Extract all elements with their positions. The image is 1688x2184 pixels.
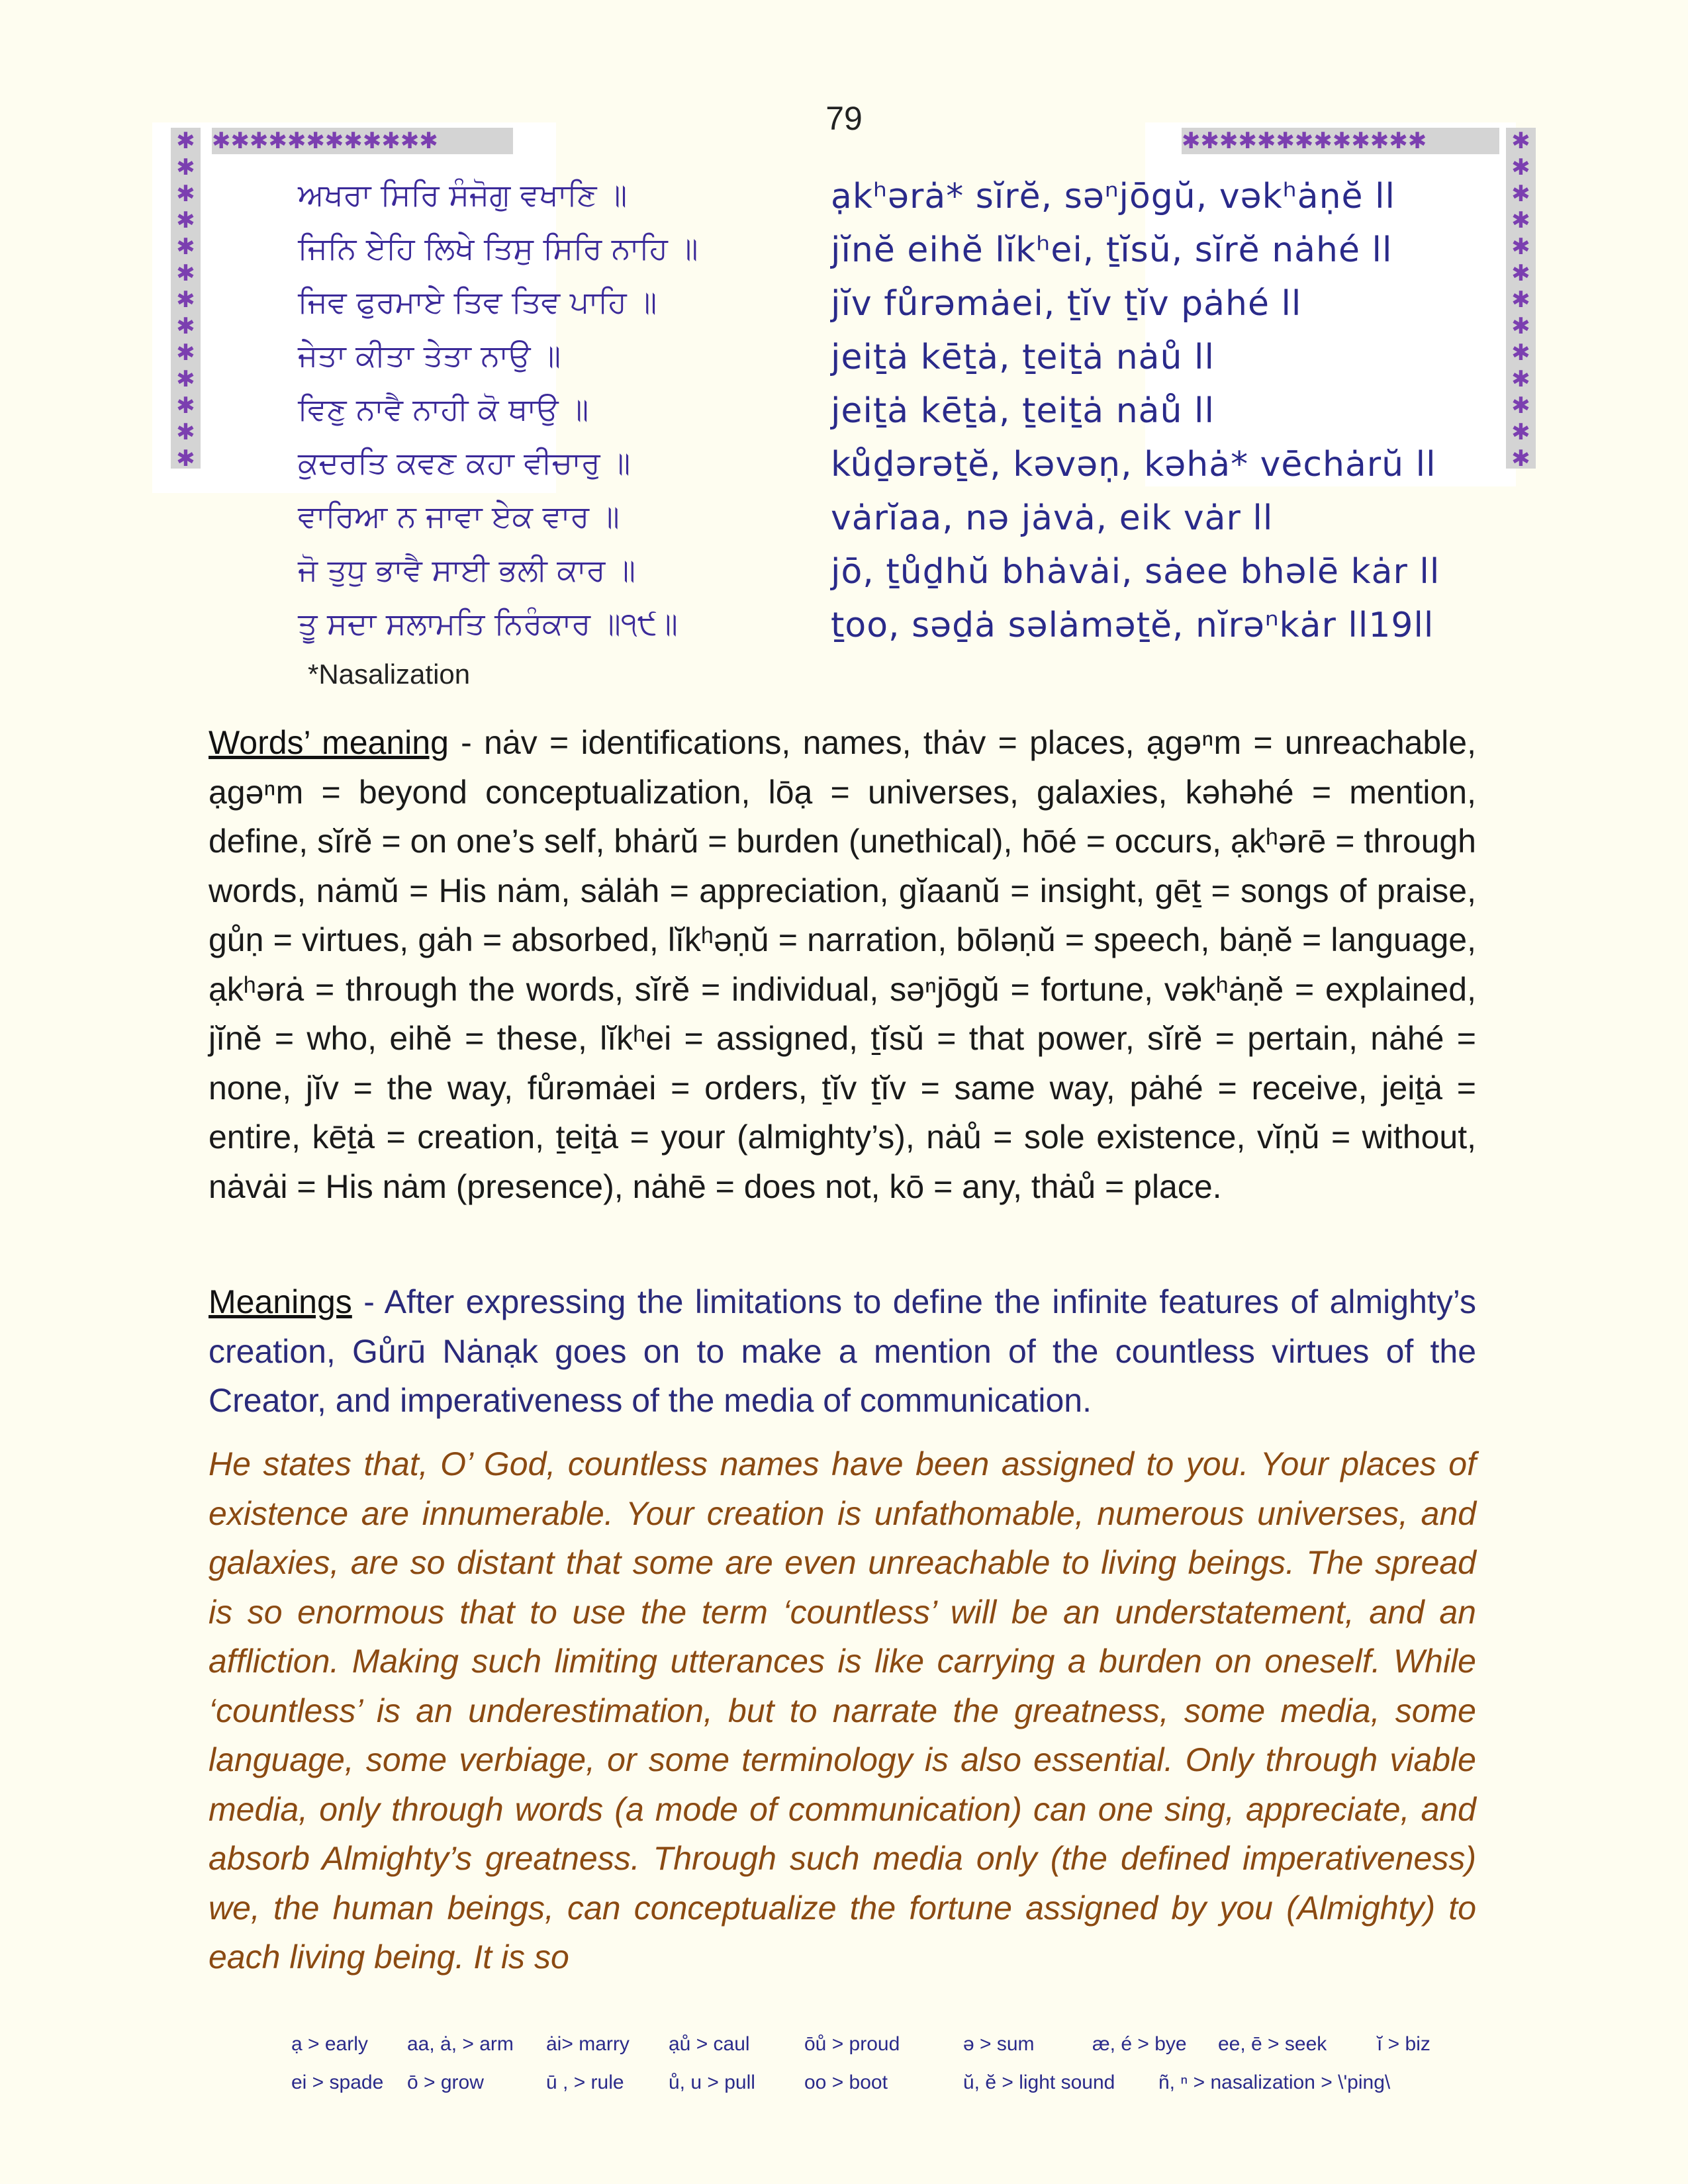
verse-transliteration: jĭv fůrəmȧei, ṯĭv ṯĭv pȧhé ll (831, 284, 1302, 324)
legend-item: aa, ȧ, > arm (407, 2033, 514, 2055)
legend-item: oo > boot (804, 2071, 888, 2093)
verse-row (0, 552, 1688, 605)
meanings-heading: Meanings (209, 1283, 352, 1320)
legend-item: ñ, ⁿ > nasalization > \'ping\ (1158, 2071, 1391, 2093)
verse-gurmukhi: ਜਿਨਿ ਏਹਿ ਲਿਖੇ ਤਿਸੁ ਸਿਰਿ ਨਾਹਿ ॥ (298, 230, 698, 266)
verse-gurmukhi: ਅਖਰਾ ਸਿਰਿ ਸੰਜੋਗੁ ਵਖਾਣਿ ॥ (298, 177, 628, 212)
legend-item: ə > sum (963, 2033, 1035, 2055)
verse-transliteration: kůḏərəṯĕ, kəvəṇ, kəhȧ* vēchȧrŭ ll (831, 445, 1436, 484)
verse-gurmukhi: ਕੁਦਰਤਿ ਕਵਣ ਕਹਾ ਵੀਚਾਰੁ ॥ (298, 445, 631, 480)
verse-transliteration: vȧrĭaa, nə jȧvȧ, eik vȧr ll (831, 498, 1274, 538)
legend-item: ōů > proud (804, 2033, 900, 2055)
verse-transliteration: ạkʰərȧ* sĭrĕ, səⁿjōgŭ, vəkʰȧṇĕ ll (831, 177, 1395, 216)
verse-row (0, 230, 1688, 283)
verse-gurmukhi: ਵਾਰਿਆ ਨ ਜਾਵਾ ਏਕ ਵਾਰ ॥ (298, 498, 620, 534)
verse-gurmukhi: ਜੇਤਾ ਕੀਤਾ ਤੇਤਾ ਨਾਉ ॥ (298, 338, 561, 373)
verse-row (0, 445, 1688, 498)
legend-item: ĭ > biz (1377, 2033, 1430, 2055)
words-meaning-paragraph (209, 718, 1476, 1211)
verse-transliteration: ṯoo, səḏȧ səlȧməṯĕ, nĭrəⁿkȧr ll19ll (831, 606, 1434, 645)
verse-row (0, 498, 1688, 551)
page-number: 79 (825, 100, 863, 137)
legend-item: ȧi> marry (546, 2033, 630, 2055)
nasalization-note: *Nasalization (308, 659, 471, 690)
legend-item: ạ > early (291, 2033, 368, 2055)
verse-gurmukhi: ਤੂ ਸਦਾ ਸਲਾਮਤਿ ਨਿਰੰਕਾਰ ॥੧੯॥ (298, 606, 678, 641)
commentary-paragraph: He states that, O’ God, countless names have been assigned to you. Your places of existence are innumerable. Your creation is unfathomable, numerous universes, and galaxies, are so distant that some are even unreachable to living beings. The spread is so enormous that to use the term ‘countless’ will be an understatement, and an affliction. Making such limiting utterances is like carrying a burden on oneself. While ‘countless’ is an underestimation, but to narrate the greatness, some media, some language, some verbiage, or some terminology is also essential. Only through viable media, only through words (a mode of communication) can one sing, appreciate, and absorb Almighty’s greatness. Through such media only (the defined imperativeness) we, the human beings, can conceptualize the fortune assigned by you (Almighty) to each living being. It is so (209, 1445, 1476, 1976)
right-border: ✱✱✱✱✱✱✱✱✱✱✱✱✱ (1506, 128, 1536, 469)
verse-row (0, 338, 1688, 390)
meanings-paragraph (209, 1277, 1476, 1426)
legend-item: ū , > rule (546, 2071, 624, 2093)
verse-gurmukhi: ਜੋ ਤੁਧੁ ਭਾਵੈ ਸਾਈ ਭਲੀ ਕਾਰ ॥ (298, 552, 636, 588)
legend-item: ů, u > pull (669, 2071, 755, 2093)
verse-transliteration: jō, ṯůḏhŭ bhȧvȧi, sȧee bhəlē kȧr ll (831, 552, 1440, 592)
verse-gurmukhi: ਜਿਵ ਫੁਰਮਾਏ ਤਿਵ ਤਿਵ ਪਾਹਿ ॥ (298, 284, 657, 320)
verse-row (0, 177, 1688, 230)
left-border: ✱✱✱✱✱✱✱✱✱✱✱✱✱ (171, 128, 201, 469)
legend-item: ei > spade (291, 2071, 384, 2093)
legend-item: ạů > caul (669, 2033, 750, 2055)
top-left-border: ✱✱✱✱✱✱✱✱✱✱✱✱ (212, 128, 513, 154)
verse-gurmukhi: ਵਿਣੁ ਨਾਵੈ ਨਾਹੀ ਕੋ ਥਾਉ ॥ (298, 391, 589, 427)
legend-item: ŭ, ĕ > light sound (963, 2071, 1115, 2093)
meanings-text: - After expressing the limitations to define the infinite features of almighty’s creation, Gůrū Nȧnạk goes on to make a mention of the countless virtues of the Creator, and imperativeness of the media of communication. (209, 1283, 1476, 1419)
verse-transliteration: jeiṯȧ kēṯȧ, ṯeiṯȧ nȧů ll (831, 391, 1215, 431)
words-meaning-text: - nȧv = identifications, names, thȧv = places, ạgəⁿm = unreachable, ạgəⁿm = beyond conceptualization, lōạ = universes, galaxies, kəhəhé = mention, define, sĭrĕ = on one’s self, bhȧrŭ = burden (unethical), hōé = occurs, ạkʰərē = through words, nȧmŭ = His nȧm, sȧlȧh = appreciation, gĭaanŭ = insight, gēṯ = songs of praise, gůṇ = virtues, gȧh = absorbed, lĭkʰəṇŭ = narration, bōləṇŭ = speech, bȧṇĕ = language, ạkʰərȧ = through the words, sĭrĕ = individual, səⁿjōgŭ = fortune, vəkʰȧṇĕ = explained, jĭnĕ = who, eihĕ = these, lĭkʰei = assigned, ṯĭsŭ = that power, sĭrĕ = pertain, nȧhé = none, jĭv = the way, fůrəmȧei = orders, ṯĭv ṯĭv = same way, pȧhé = receive, jeiṯȧ = entire, kēṯȧ = creation, ṯeiṯȧ = your (almighty’s), nȧů = sole existence, vĭṇŭ = without, nȧvȧi = His nȧm (presence), nȧhē = does not, kō = any, thȧů = place. (209, 724, 1476, 1205)
legend-item: æ, é > bye (1092, 2033, 1187, 2055)
verse-row (0, 391, 1688, 444)
words-meaning-heading: Words’ meaning (209, 724, 449, 761)
verse-transliteration: jeiṯȧ kēṯȧ, ṯeiṯȧ nȧů ll (831, 338, 1215, 377)
verse-transliteration: jĭnĕ eihĕ lĭkʰei, ṯĭsŭ, sĭrĕ nȧhé ll (831, 230, 1393, 270)
legend-item: ō > grow (407, 2071, 484, 2093)
legend-item: ee, ē > seek (1218, 2033, 1327, 2055)
verse-row (0, 284, 1688, 337)
pronunciation-legend (291, 2033, 1483, 2099)
top-right-border: ✱✱✱✱✱✱✱✱✱✱✱✱✱ (1182, 128, 1499, 154)
verse-row (0, 606, 1688, 659)
